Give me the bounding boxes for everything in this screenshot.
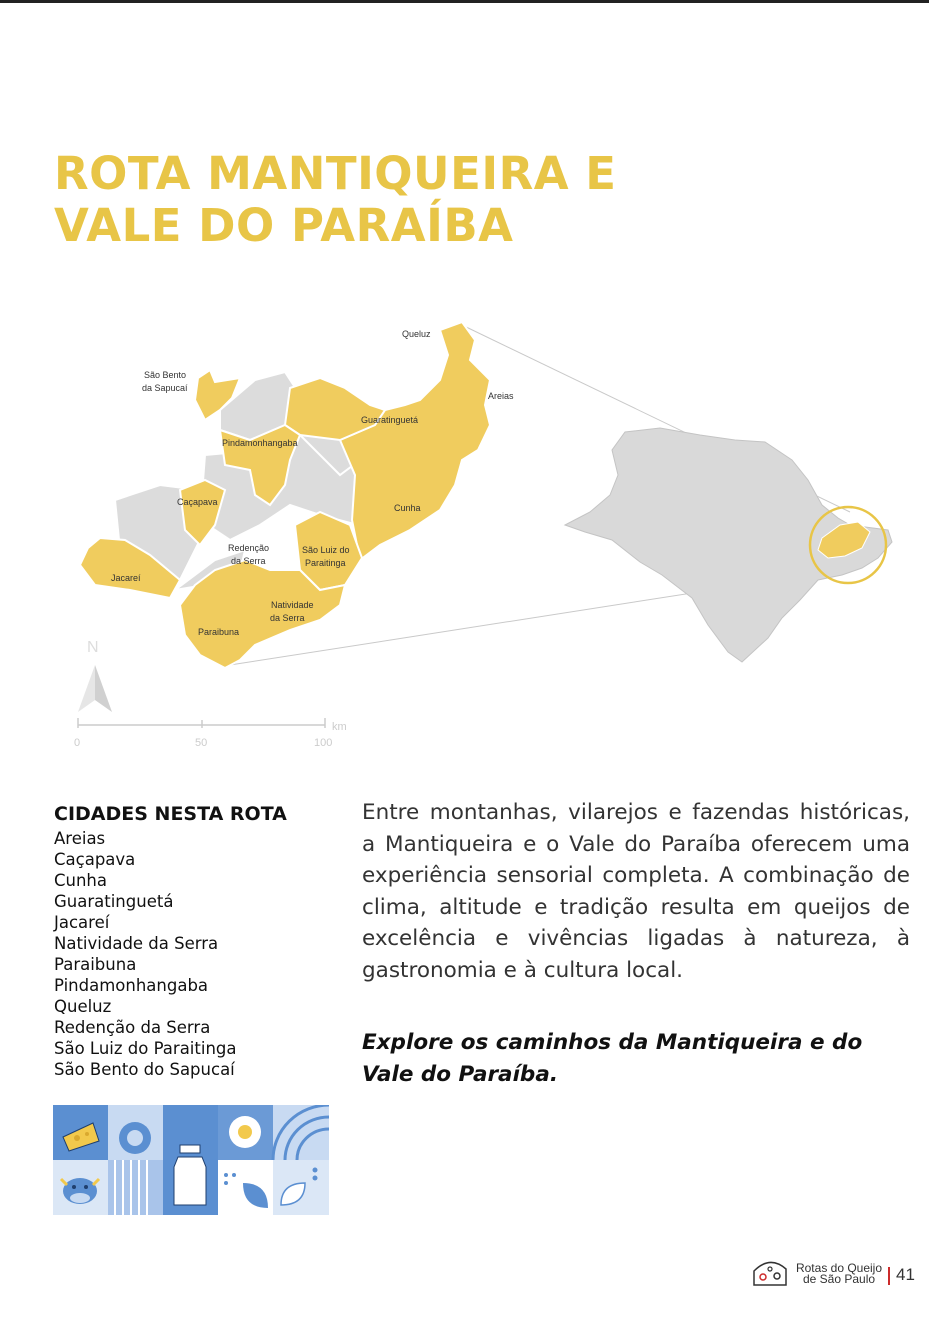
flower-icon bbox=[229, 1116, 261, 1148]
map-label-natividade-1: Natividade bbox=[271, 600, 314, 610]
map-label-sao-bento-2: da Sapucaí bbox=[142, 383, 188, 393]
city-item: Paraibuna bbox=[54, 955, 137, 974]
call-to-action: Explore os caminhos da Mantiqueira e do Vale do Paraíba. bbox=[362, 1030, 863, 1087]
cities-heading: CIDADES NESTA ROTA bbox=[54, 803, 287, 825]
page-number: 41 bbox=[896, 1265, 915, 1284]
scale-tick-0: 0 bbox=[74, 737, 81, 749]
scale-unit: km bbox=[332, 721, 347, 733]
city-item: Guaratinguetá bbox=[54, 892, 174, 911]
decorative-illustration bbox=[53, 1105, 329, 1215]
city-item: Cunha bbox=[54, 871, 108, 890]
page-title-line-1: ROTA MANTIQUEIRA E bbox=[54, 147, 617, 200]
city-item: Natividade da Serra bbox=[54, 934, 219, 953]
state-inset-map bbox=[565, 428, 892, 662]
scale-tick-50: 50 bbox=[195, 737, 208, 749]
map-label-redencao-2: da Serra bbox=[231, 556, 266, 566]
map-label-sao-bento-1: São Bento bbox=[144, 370, 187, 380]
north-label: N bbox=[87, 639, 99, 656]
footer-brand-line-2: de São Paulo bbox=[802, 1272, 876, 1286]
map-label-guaratingueta: Guaratinguetá bbox=[361, 415, 419, 425]
footer-divider bbox=[888, 1267, 890, 1285]
footer-brand bbox=[791, 1263, 887, 1285]
map-label-paraibuna: Paraibuna bbox=[198, 627, 240, 637]
city-item: Jacareí bbox=[54, 913, 110, 932]
intro-paragraph: Entre montanhas, vilarejos e fazendas históricas, a Mantiqueira e o Vale do Paraíba oferecem uma experiência sensorial completa. A combinação de clima, altitude e tradição resulta em queijos de excelência e vivências ligadas à natureza, à gastronomia e à cultura local. bbox=[362, 800, 910, 983]
map-label-queluz: Queluz bbox=[402, 329, 431, 339]
map-label-sao-luiz-2: Paraitinga bbox=[305, 558, 346, 568]
city-item: Areias bbox=[54, 829, 106, 848]
map-label-redencao-1: Redenção bbox=[228, 543, 270, 553]
route-map bbox=[0, 300, 929, 770]
city-item: Pindamonhangaba bbox=[54, 976, 209, 995]
map-label-jacarei: Jacareí bbox=[111, 573, 141, 583]
page-footer bbox=[750, 1255, 920, 1295]
page-title-line-2: VALE DO PARAÍBA bbox=[54, 199, 514, 252]
north-arrow bbox=[78, 639, 112, 712]
top-rule bbox=[0, 0, 929, 3]
cheese-logo-icon bbox=[750, 1255, 790, 1291]
cities-panel bbox=[54, 800, 344, 1080]
page-title bbox=[54, 148, 616, 252]
footer-brand-line-1: Rotas do Queijo bbox=[795, 1261, 883, 1275]
scale-bar bbox=[74, 718, 347, 749]
city-item: Caçapava bbox=[54, 850, 136, 869]
city-item: São Luiz do Paraitinga bbox=[54, 1039, 237, 1058]
city-item: São Bento do Sapucaí bbox=[54, 1060, 235, 1079]
map-label-cunha: Cunha bbox=[394, 503, 421, 513]
cities-list bbox=[54, 828, 344, 1080]
map-label-areias: Areias bbox=[488, 391, 514, 401]
city-item: Redenção da Serra bbox=[54, 1018, 211, 1037]
map-label-cacapava: Caçapava bbox=[177, 497, 218, 507]
map-label-pindamonhangaba: Pindamonhangaba bbox=[222, 438, 298, 448]
map-label-sao-luiz-1: São Luiz do bbox=[302, 545, 350, 555]
scale-tick-100: 100 bbox=[314, 737, 333, 749]
map-label-natividade-2: da Serra bbox=[270, 613, 305, 623]
city-item: Queluz bbox=[54, 997, 112, 1016]
